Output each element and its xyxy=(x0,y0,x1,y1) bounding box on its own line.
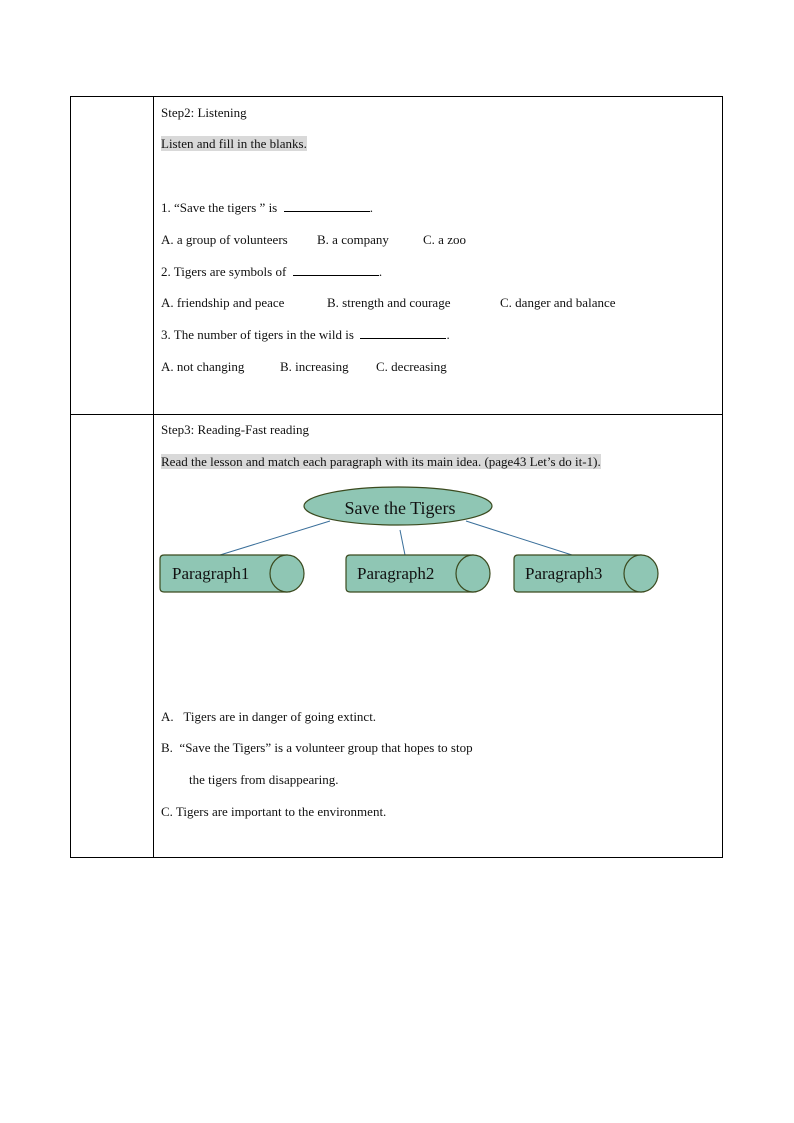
q1-option-c: C. a zoo xyxy=(423,232,466,247)
step3-instruction: Read the lesson and match each paragraph with its main idea. (page43 Let’s do it-1). xyxy=(161,454,601,469)
connector-line-3 xyxy=(466,521,572,555)
step2-instruction: Listen and fill in the blanks. xyxy=(161,136,307,151)
paragraph3-label: Paragraph3 xyxy=(525,564,603,583)
q1-option-b: B. a company xyxy=(317,232,389,247)
q1-option-a: A. a group of volunteers xyxy=(161,232,288,247)
paragraph1-label: Paragraph1 xyxy=(172,564,250,583)
main-idea-b: B. “Save the Tigers” is a volunteer group that hopes to stop xyxy=(161,740,473,755)
step2-title: Step2: Listening xyxy=(161,105,247,120)
paragraph3-cylinder xyxy=(514,555,658,592)
cylinder-2-cap xyxy=(456,555,490,592)
center-label: Save the Tigers xyxy=(344,498,456,518)
q1-prompt: 1. “Save the tigers ” is . xyxy=(161,200,373,215)
cylinder-3-cap xyxy=(624,555,658,592)
q3-option-b: B. increasing xyxy=(280,359,349,374)
paragraph2-label: Paragraph2 xyxy=(357,564,435,583)
connector-line-2 xyxy=(400,530,405,555)
cylinder-1-cap xyxy=(270,555,304,592)
main-idea-b-continued: the tigers from disappearing. xyxy=(189,772,339,787)
q2-option-c: C. danger and balance xyxy=(500,295,616,310)
main-idea-c: C. Tigers are important to the environment. xyxy=(161,804,387,819)
step3-title: Step3: Reading-Fast reading xyxy=(161,422,310,437)
main-idea-a: A. Tigers are in danger of going extinct. xyxy=(161,709,377,724)
q2-prompt: 2. Tigers are symbols of . xyxy=(161,264,383,279)
q2-option-a: A. friendship and peace xyxy=(161,295,285,310)
paragraph2-cylinder xyxy=(346,555,490,592)
q2-option-b: B. strength and courage xyxy=(327,295,451,310)
q3-option-c: C. decreasing xyxy=(376,359,447,374)
paragraph1-cylinder xyxy=(160,555,304,592)
q3-prompt: 3. The number of tigers in the wild is . xyxy=(161,327,450,342)
q3-option-a: A. not changing xyxy=(161,359,245,374)
connector-line-1 xyxy=(220,521,330,555)
